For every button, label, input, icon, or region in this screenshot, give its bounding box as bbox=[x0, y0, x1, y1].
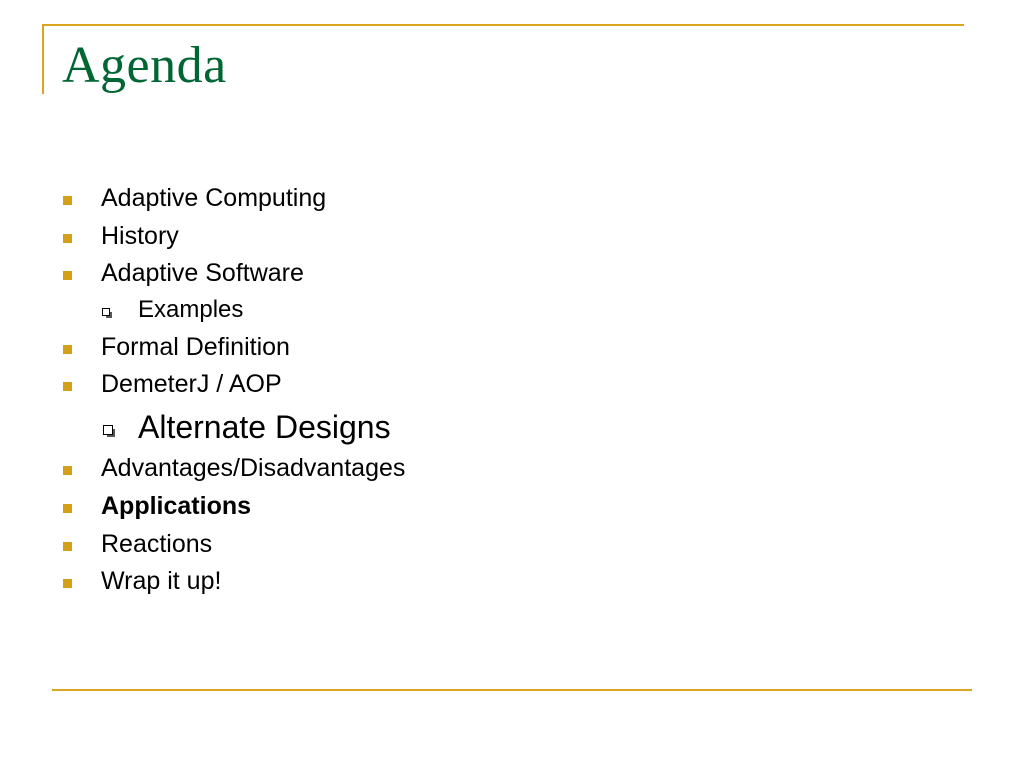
square-bullet-icon bbox=[63, 382, 72, 391]
square-bullet-icon bbox=[63, 542, 72, 551]
agenda-item-label: History bbox=[101, 222, 179, 250]
hollow-square-bullet-icon bbox=[103, 425, 113, 435]
square-bullet-icon bbox=[63, 579, 72, 588]
square-bullet-icon bbox=[63, 504, 72, 513]
agenda-item-label: Reactions bbox=[101, 530, 213, 558]
agenda-item-label: Applications bbox=[101, 492, 252, 520]
agenda-item-label: Formal Definition bbox=[101, 333, 290, 361]
agenda-item-label: Advantages/Disadvantages bbox=[101, 454, 406, 482]
agenda-item-label: Wrap it up! bbox=[101, 567, 222, 595]
square-bullet-icon bbox=[63, 271, 72, 280]
slide-title: Agenda bbox=[62, 37, 227, 94]
agenda-item-label: Alternate Designs bbox=[138, 409, 391, 445]
agenda-item-label: Adaptive Software bbox=[101, 259, 304, 287]
agenda-item-label: Examples bbox=[138, 296, 244, 323]
square-bullet-icon bbox=[63, 234, 72, 243]
square-bullet-icon bbox=[63, 345, 72, 354]
square-bullet-icon bbox=[63, 196, 72, 205]
hollow-square-bullet-icon bbox=[102, 308, 110, 316]
agenda-item-label: Adaptive Computing bbox=[101, 184, 327, 212]
square-bullet-icon bbox=[63, 466, 72, 475]
agenda-item-label: DemeterJ / AOP bbox=[101, 370, 282, 398]
